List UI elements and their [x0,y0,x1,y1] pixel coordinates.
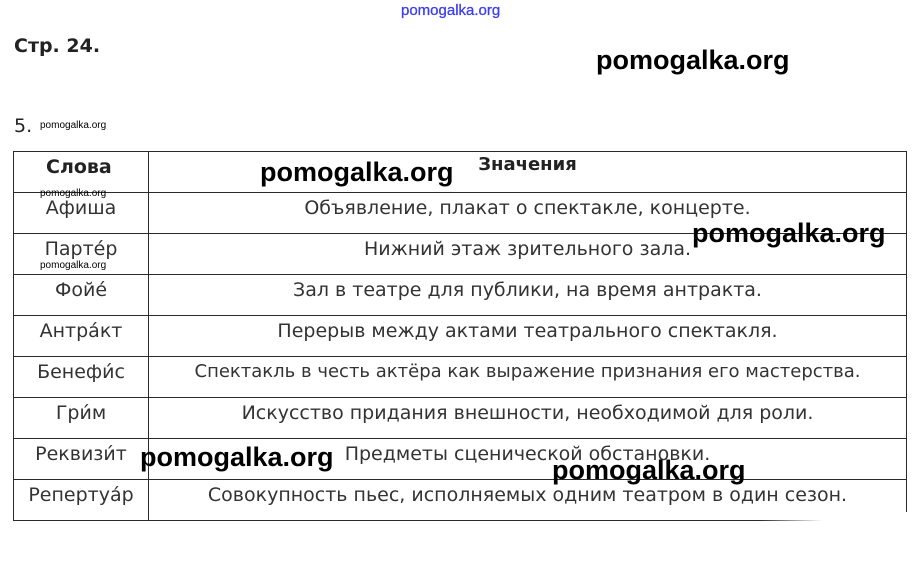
watermark: pomogalka.org [260,157,454,187]
site-link-top[interactable]: pomogalka.org [401,2,501,19]
word-cell: Фойé [14,275,149,316]
table-header-row [14,152,907,193]
meaning-cell: Перерыв между актами театрального спектакля. [149,316,907,357]
word-cell: Антрáкт [14,316,149,357]
meaning-cell: Совокупность пьес, исполняемых одним театром в один сезон. [149,480,907,521]
word-cell: Партéр [14,234,149,275]
watermark-small: pomogalka.org [40,188,107,199]
meaning-cell: Спектакль в честь актёра как выражение признания его мастерства. [149,357,907,398]
header-meanings: Значения [149,152,907,193]
watermark: pomogalka.org [552,455,746,485]
meaning-cell: Предметы сценической обстановки. [149,439,907,480]
table-row [14,316,907,357]
word-cell: Афиша [14,193,149,234]
watermark-small: pomogalka.org [40,120,107,131]
table-row [14,275,907,316]
word-cell: Бенефи́с [14,357,149,398]
page-reference: Стр. 24. [14,35,101,57]
scan-edge-fade [760,512,917,528]
meaning-cell: Искусство придания внешности, необходимой для роли. [149,398,907,439]
table-row [14,398,907,439]
meaning-cell: Объявление, плакат о спектакле, концерте. [149,193,907,234]
word-cell: Репертуáр [14,480,149,521]
watermark: pomogalka.org [140,442,334,472]
watermark: pomogalka.org [692,218,886,248]
word-cell: Реквизи́т [14,439,149,480]
table-row [14,357,907,398]
header-words: Слова [14,152,149,193]
watermark-small: pomogalka.org [40,260,107,271]
watermark: pomogalka.org [596,45,790,75]
meaning-cell: Нижний этаж зрительного зала. [149,234,907,275]
word-cell: Гри́м [14,398,149,439]
meaning-cell: Зал в театре для публики, на время антракта. [149,275,907,316]
exercise-number: 5. [14,115,33,137]
